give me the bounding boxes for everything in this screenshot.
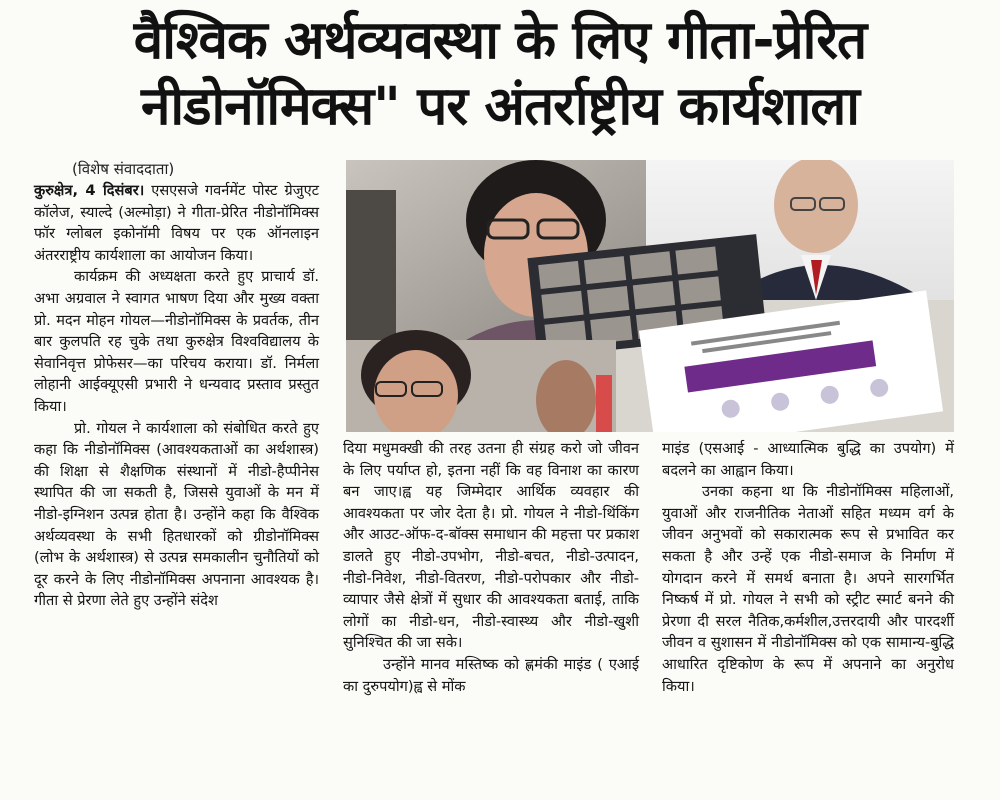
article-column-3 — [662, 438, 954, 697]
article-paragraph: उनका कहना था कि नीडोनॉमिक्स महिलाओं, युवाओं और राजनीतिक नेताओं सहित मध्यम वर्ग के जीवन अनुभवों को सकारात्मक रूप से प्रभावित कर सकता है और उन्हें एक नीडो-समाज के निर्माण में योगदान करने में समर्थ बनाता है। अपने सारगर्भित निष्कर्ष में प्रो. गोयल ने सभी को स्ट्रीट स्मार्ट बनने की प्रेरणा दी सरल नैतिक,कर्मशील,उत्तरदायी और पारदर्शी जीवन व सुशासन में नीडोनॉमिक्स को एक सामान्य-बुद्धि आधारित दृष्टिकोण के रूप में अपनाने का अनुरोध किया। — [662, 483, 954, 695]
headline-line-2: नीडोनॉमिक्स" पर अंतर्राष्ट्रीय कार्यशाला — [140, 76, 860, 137]
byline: (विशेष संवाददाता) — [72, 160, 175, 178]
article-paragraph: उन्होंने मानव मस्तिष्क को ह्णमंकी माइंड ( एआई का दुरुपयोग)ह्व से मोंक — [343, 655, 639, 695]
article-paragraph: दिया मधुमक्खी की तरह उतना ही संग्रह करो जो जीवन के लिए पर्याप्त हो, इतना नहीं कि वह विनाश का कारण बन जाए।ह्व यह जिम्मेदार आर्थिक व्यवहार की आवश्यकता पर जोर देता है। प्रो. गोयल ने नीडो-थिंकिंग और आउट-ऑफ-द-बॉक्स समाधान की महत्ता पर प्रकाश डालते हुए नीडो-उपभोग, नीडो-बचत, नीडो-उत्पादन, नीडो-निवेश, नीडो-वितरण, नीडो-परोपकार और नीडो-व्यापार जैसे क्षेत्रों में सुधार की आवश्यकता बताई, ताकि लोगों का नीडो-धन, नीडो-स्वास्थ्य और नीडो-खुशी सुनिश्चित की जा सके। — [343, 440, 639, 652]
article-paragraph — [34, 180, 319, 266]
webinar-screenshot-photo — [346, 160, 954, 432]
paragraph-text: एसएसजे गवर्नमेंट पोस्ट ग्रेजुएट कॉलेज, स्याल्दे (अल्मोड़ा) ने गीता-प्रेरित नीडोनॉमिक्स फॉर ग्लोबल इकोनॉमी विषय पर एक ऑनलाइन अंतरराष्ट्रीय कार्यशाला का आयोजन किया। — [34, 182, 320, 264]
dateline: कुरुक्षेत्र, 4 दिसंबर। — [34, 182, 145, 199]
article-paragraph: माइंड (एसआई - आध्यात्मिक बुद्धि का उपयोग) में बदलने का आह्वान किया। — [662, 440, 954, 479]
photo-collage — [346, 160, 954, 432]
article-column-2 — [343, 438, 639, 697]
article-column-1 — [34, 180, 319, 612]
article-paragraph: कार्यक्रम की अध्यक्षता करते हुए प्राचार्य डॉ. अभा अग्रवाल ने स्वागत भाषण दिया और मुख्य वक्ता प्रो. मदन मोहन गोयल—नीडोनॉमिक्स के प्रवर्तक, तीन बार कुलपति रह चुके तथा कुरुक्षेत्र विश्वविद्यालय के सेवानिवृत्त प्रोफेसर—का परिचय कराया। डॉ. निर्मला लोहानी आईक्यूएसी प्रभारी ने धन्यवाद प्रस्ताव प्रस्तुत किया। — [34, 268, 319, 415]
headline-line-1: वैश्विक अर्थव्यवस्था के लिए गीता-प्रेरित — [133, 10, 867, 71]
headline — [0, 8, 1000, 140]
article-paragraph: प्रो. गोयल ने कार्यशाला को संबोधित करते हुए कहा कि नीडोनॉमिक्स (आवश्यकताओं का अर्थशास्त्र) की शिक्षा से शैक्षणिक संस्थानों में नीडो-हैप्पीनेस स्थापित की जा सकती है, जिससे युवाओं के मन में नीडो-इग्निशन उत्पन्न होता है। उन्होंने कहा कि वैश्विक अर्थव्यवस्था के सभी हितधारकों को ग्रीडोनॉमिक्स (लोभ के अर्थशास्त्र) से उत्पन्न समकालीन चुनौतियों को दूर करने के लिए नीडोनॉमिक्स अपनाना आवश्यक है। गीता से प्रेरणा लेते हुए उन्होंने संदेश — [34, 419, 319, 610]
